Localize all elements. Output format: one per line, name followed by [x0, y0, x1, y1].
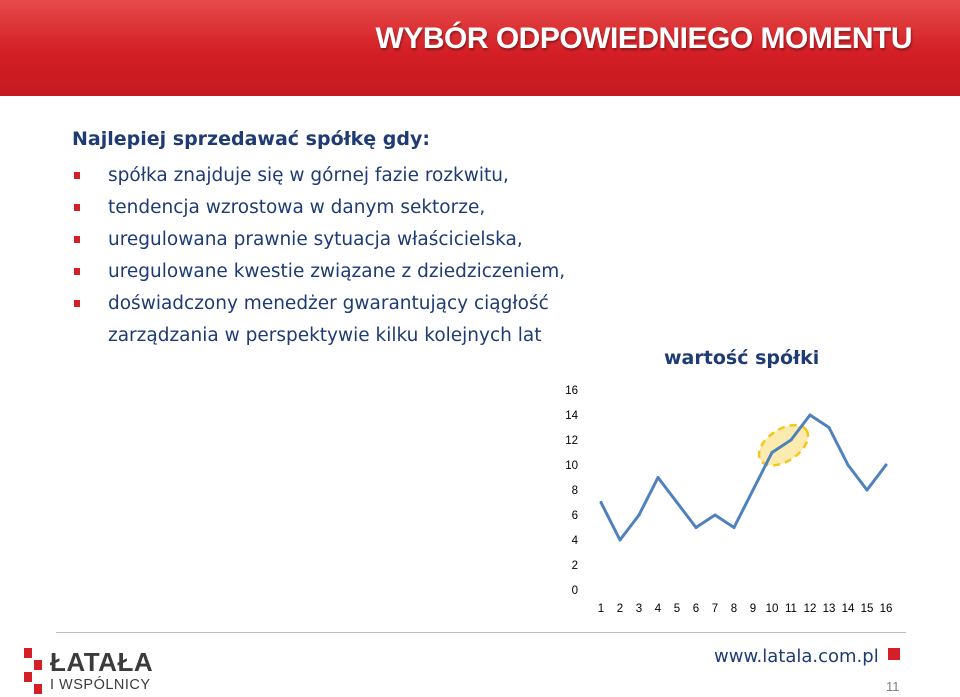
- title-banner: [0, 0, 960, 96]
- bullet-square-icon: [74, 172, 80, 179]
- y-tick-label: 10: [565, 460, 578, 472]
- logo-name: ŁATAŁA: [50, 647, 154, 677]
- bullet-item: [72, 160, 592, 192]
- x-tick-label: 12: [803, 603, 817, 615]
- slide-title: WYBÓR ODPOWIEDNIEGO MOMENTU: [375, 22, 912, 55]
- x-tick-label: 9: [749, 603, 757, 615]
- bullet-item: [72, 192, 592, 224]
- page-number: 11: [886, 679, 900, 694]
- data-point: [657, 476, 660, 479]
- data-point: [752, 489, 755, 492]
- red-square-icon: [888, 648, 900, 660]
- y-tick-label: 4: [571, 535, 578, 547]
- bullet-text: doświadczony menedżer gwarantujący ciągłość zarządzania w perspektywie kilku kolejnych lat: [108, 293, 549, 346]
- y-tick-label: 2: [571, 560, 578, 572]
- y-tick-label: 14: [565, 410, 578, 422]
- data-point: [771, 451, 774, 454]
- y-tick-label: 6: [571, 510, 578, 522]
- logo-subtitle: I WSPÓLNICY: [50, 677, 151, 693]
- data-point: [619, 539, 622, 542]
- content-heading: Najlepiej sprzedawać spółkę gdy:: [72, 128, 430, 150]
- bullet-text: spółka znajduje się w górnej fazie rozkwitu,: [108, 165, 509, 186]
- x-tick-label: 16: [879, 603, 893, 615]
- footer-divider: [56, 632, 906, 633]
- bullet-item: [72, 224, 592, 256]
- bullet-square-icon: [74, 300, 80, 307]
- x-tick-label: 1: [597, 603, 605, 615]
- website-link[interactable]: www.latala.com.pl: [714, 646, 879, 667]
- x-tick-label: 13: [822, 603, 836, 615]
- x-tick-label: 4: [654, 603, 662, 615]
- data-point: [790, 439, 793, 442]
- x-tick-label: 2: [616, 603, 624, 615]
- data-point: [809, 414, 812, 417]
- data-point: [828, 426, 831, 429]
- x-tick-label: 8: [730, 603, 738, 615]
- bullet-square-icon: [74, 236, 80, 243]
- x-tick-label: 14: [841, 603, 855, 615]
- bullet-text: tendencja wzrostowa w danym sektorze,: [108, 197, 486, 218]
- x-tick-label: 10: [765, 603, 779, 615]
- bullet-item: [72, 288, 592, 352]
- x-tick-label: 7: [711, 603, 719, 615]
- y-tick-label: 16: [565, 385, 578, 397]
- data-point: [638, 514, 641, 517]
- bullet-text: uregulowane kwestie związane z dziedziczeniem,: [108, 261, 566, 282]
- x-tick-label: 5: [673, 603, 681, 615]
- data-point: [866, 489, 869, 492]
- bullet-list: [72, 160, 592, 352]
- y-tick-label: 0: [571, 585, 578, 597]
- x-tick-label: 15: [860, 603, 874, 615]
- bullet-text: uregulowana prawnie sytuacja właścicielska,: [108, 229, 523, 250]
- company-logo: [24, 648, 164, 696]
- x-tick-label: 6: [692, 603, 700, 615]
- bullet-square-icon: [74, 268, 80, 275]
- data-point: [600, 501, 603, 504]
- data-point: [695, 526, 698, 529]
- logo-mark-icon: [24, 648, 44, 694]
- series-line: [601, 415, 886, 540]
- x-tick-label: 11: [785, 603, 797, 615]
- y-tick-label: 12: [565, 435, 578, 447]
- bullet-item: [72, 256, 592, 288]
- chart-title: wartość spółki: [664, 347, 820, 369]
- x-tick-label: 3: [635, 603, 643, 615]
- data-point: [676, 501, 679, 504]
- y-tick-label: 8: [571, 485, 578, 497]
- line-chart: [540, 370, 960, 630]
- data-point: [847, 464, 850, 467]
- data-point: [714, 514, 717, 517]
- bullet-square-icon: [74, 204, 80, 211]
- data-point: [885, 464, 888, 467]
- data-point: [733, 526, 736, 529]
